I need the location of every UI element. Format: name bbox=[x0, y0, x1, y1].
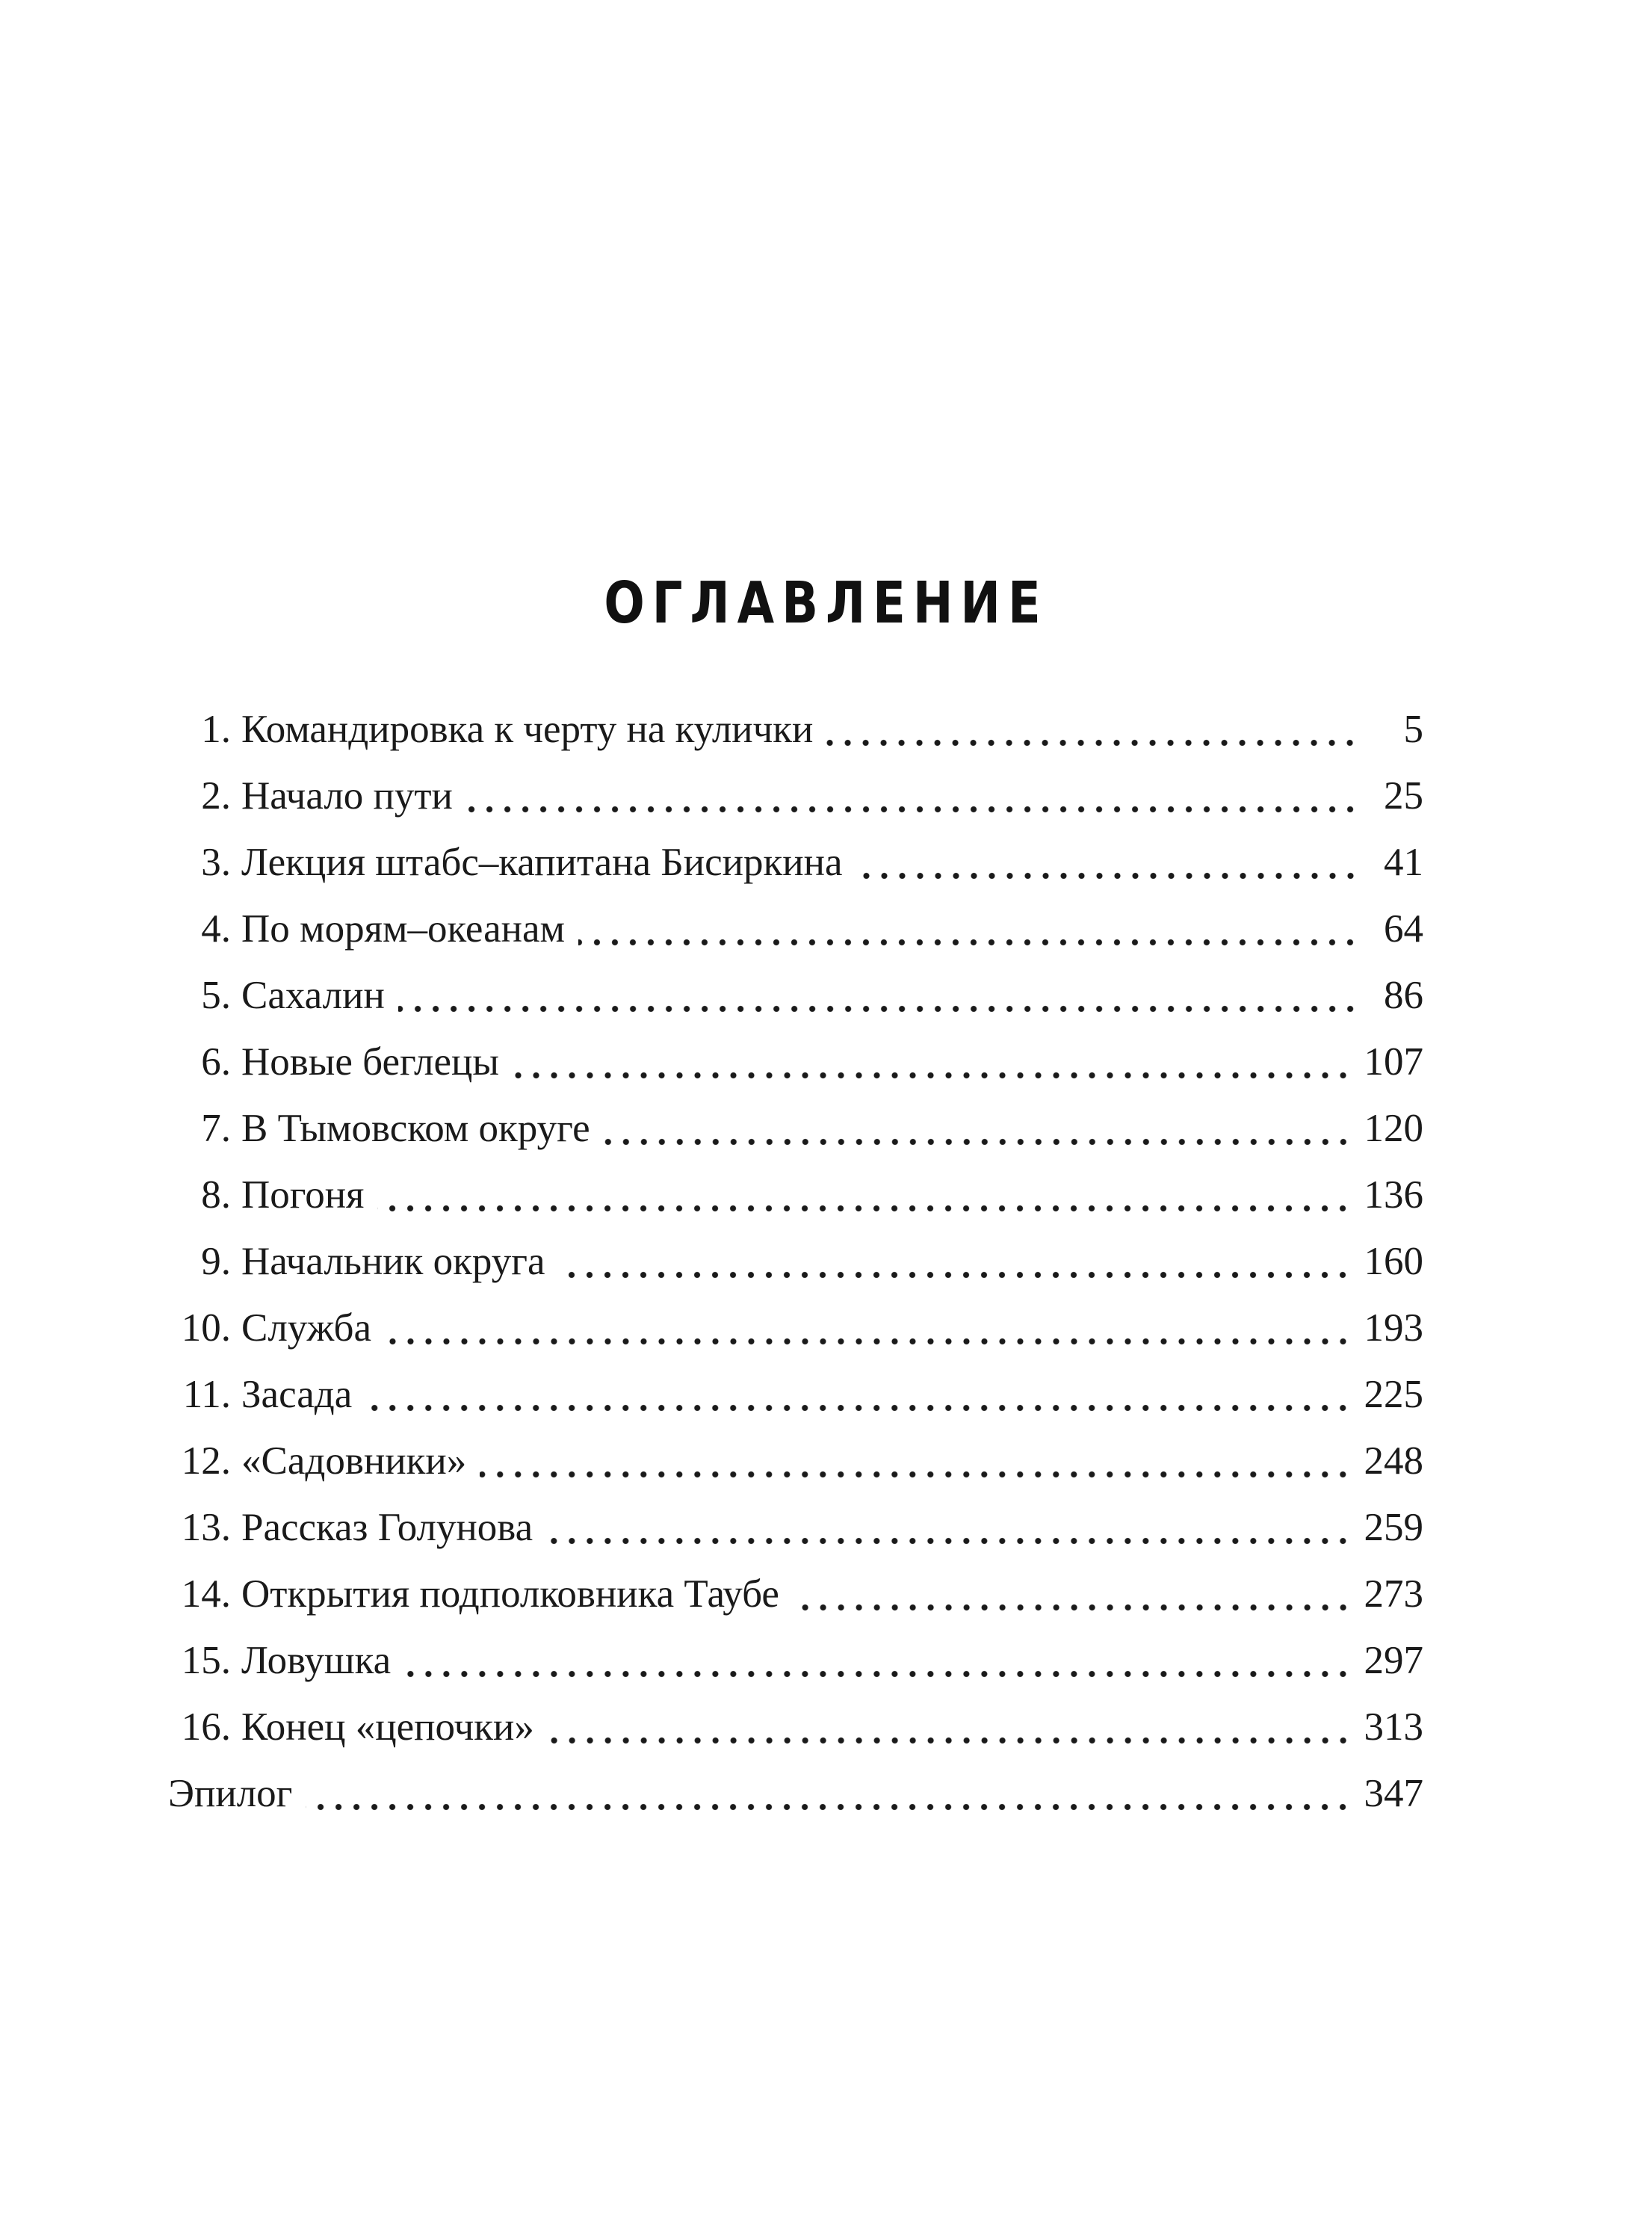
toc-entry[interactable] bbox=[168, 1028, 1423, 1095]
entry-number: 7. bbox=[201, 1106, 231, 1150]
dot-leader bbox=[377, 1161, 1352, 1228]
dot-leader bbox=[826, 696, 1359, 762]
toc-entry[interactable] bbox=[168, 1161, 1423, 1228]
dot-leader bbox=[578, 895, 1359, 962]
dot-leader bbox=[793, 1560, 1352, 1627]
entry-title: Служба bbox=[241, 1306, 372, 1350]
entry-number: 4. bbox=[201, 906, 231, 951]
page-number: 248 bbox=[1364, 1439, 1423, 1483]
entry-number: 2. bbox=[201, 773, 231, 818]
entry-title: «Садовники» bbox=[241, 1439, 467, 1483]
entry-title: Новые беглецы bbox=[241, 1040, 499, 1084]
entry-title: Лекция штабс–капитана Бисиркина bbox=[241, 840, 843, 884]
page-number: 193 bbox=[1364, 1306, 1423, 1350]
dot-leader bbox=[306, 1760, 1352, 1826]
dot-leader bbox=[365, 1361, 1352, 1427]
toc-entry[interactable] bbox=[168, 1228, 1423, 1294]
entry-number: 15. bbox=[181, 1638, 231, 1682]
entry-number: 6. bbox=[201, 1040, 231, 1084]
toc-entry[interactable] bbox=[168, 1627, 1423, 1693]
entry-title: В Тымовском округе bbox=[241, 1106, 590, 1150]
entry-number: 1. bbox=[201, 707, 231, 751]
dot-leader bbox=[480, 1427, 1352, 1494]
entry-number: 14. bbox=[181, 1572, 231, 1616]
table-of-contents bbox=[168, 696, 1423, 1826]
dot-leader bbox=[856, 829, 1360, 895]
entry-title: Ловушка bbox=[241, 1638, 392, 1682]
entry-number: 9. bbox=[201, 1239, 231, 1283]
dot-leader bbox=[546, 1494, 1352, 1560]
page-number: 313 bbox=[1364, 1705, 1423, 1749]
entry-number: 10. bbox=[181, 1306, 231, 1350]
entry-number: 8. bbox=[201, 1173, 231, 1217]
toc-entry[interactable] bbox=[168, 1361, 1423, 1427]
entry-title: Сахалин bbox=[241, 973, 385, 1017]
entry-title: Эпилог bbox=[168, 1771, 293, 1815]
toc-entry[interactable] bbox=[168, 962, 1423, 1028]
entry-title: Открытия подполковника Таубе bbox=[241, 1572, 779, 1616]
dot-leader bbox=[513, 1028, 1352, 1095]
entry-number: 5. bbox=[201, 973, 231, 1017]
toc-entry[interactable] bbox=[168, 1427, 1423, 1494]
dot-leader bbox=[398, 962, 1359, 1028]
dot-leader bbox=[604, 1095, 1352, 1161]
entry-number: 11. bbox=[182, 1372, 231, 1416]
page-number: 64 bbox=[1384, 906, 1423, 951]
entry-title: Погоня bbox=[241, 1173, 365, 1217]
page-number: 160 bbox=[1364, 1239, 1423, 1283]
page-number: 5 bbox=[1403, 707, 1423, 751]
toc-entry[interactable] bbox=[168, 1294, 1423, 1361]
entry-title: По морям–океанам bbox=[241, 906, 566, 951]
toc-entry[interactable] bbox=[168, 1693, 1423, 1760]
toc-entry[interactable] bbox=[168, 829, 1423, 895]
page-number: 25 bbox=[1384, 773, 1423, 818]
toc-entry[interactable] bbox=[168, 1560, 1423, 1627]
dot-leader bbox=[404, 1627, 1352, 1693]
entry-title: Командировка к черту на кулички bbox=[241, 707, 814, 751]
page-number: 41 bbox=[1384, 840, 1423, 884]
page-number: 273 bbox=[1364, 1572, 1423, 1616]
entry-number: 16. bbox=[181, 1705, 231, 1749]
page-number: 136 bbox=[1364, 1173, 1423, 1217]
toc-entry[interactable] bbox=[168, 1095, 1423, 1161]
dot-leader bbox=[548, 1693, 1352, 1760]
page-number: 297 bbox=[1364, 1638, 1423, 1682]
page-number: 225 bbox=[1364, 1372, 1423, 1416]
toc-entry[interactable] bbox=[168, 895, 1423, 962]
page-number: 347 bbox=[1364, 1771, 1423, 1815]
entry-title: Начальник округа bbox=[241, 1239, 545, 1283]
entry-number: 12. bbox=[181, 1439, 231, 1483]
page-number: 107 bbox=[1364, 1040, 1423, 1084]
page-number: 86 bbox=[1384, 973, 1423, 1017]
page-number: 259 bbox=[1364, 1505, 1423, 1549]
entry-title: Конец «цепочки» bbox=[241, 1705, 534, 1749]
dot-leader bbox=[385, 1294, 1352, 1361]
entry-title: Засада bbox=[241, 1372, 353, 1416]
entry-title: Рассказ Голунова bbox=[241, 1505, 533, 1549]
dot-leader bbox=[558, 1228, 1352, 1294]
toc-entry[interactable] bbox=[168, 696, 1423, 762]
page-number: 120 bbox=[1364, 1106, 1423, 1150]
entry-number: 3. bbox=[201, 840, 231, 884]
dot-leader bbox=[466, 762, 1359, 829]
toc-entry[interactable] bbox=[168, 1494, 1423, 1560]
toc-entry[interactable] bbox=[168, 762, 1423, 829]
toc-entry-epilogue[interactable] bbox=[168, 1760, 1423, 1826]
entry-title: Начало пути bbox=[241, 773, 453, 818]
page-title: ОГЛАВЛЕНИЕ bbox=[604, 570, 1048, 637]
entry-number: 13. bbox=[181, 1505, 231, 1549]
